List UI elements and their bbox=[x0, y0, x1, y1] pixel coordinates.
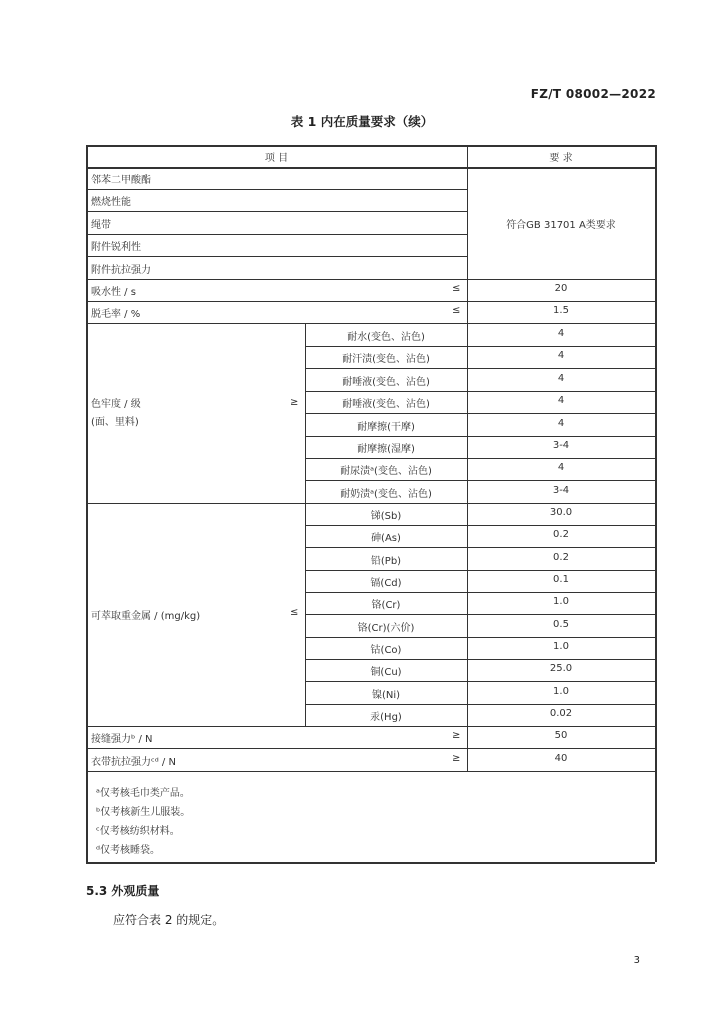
subitem-label: 镍(Ni) bbox=[371, 689, 401, 701]
subitem-label: 耐尿渍ᵃ(变色、沾色) bbox=[340, 466, 432, 477]
item-label: 色牢度 / 级 bbox=[91, 399, 141, 410]
grid-hline bbox=[305, 681, 655, 682]
grid-hline bbox=[86, 145, 655, 147]
requirement-value: 4 bbox=[557, 462, 565, 473]
subitem-label: 铅(Pb) bbox=[370, 555, 402, 567]
requirement-value: 1.0 bbox=[553, 641, 569, 652]
subitem-label: 铬(Cr)(六价) bbox=[357, 622, 415, 634]
grid-hline bbox=[305, 525, 655, 526]
requirement-value: 25.0 bbox=[549, 663, 573, 674]
section-heading: 5.3 外观质量 bbox=[86, 884, 160, 898]
item-label: 附件锐利性 bbox=[91, 242, 141, 253]
grid-hline bbox=[305, 436, 655, 437]
subitem-label: 耐水(变色、沾色) bbox=[347, 331, 425, 343]
grid-hline bbox=[86, 771, 655, 772]
requirement-value: 0.1 bbox=[553, 574, 569, 585]
requirement-value: 4 bbox=[557, 372, 565, 384]
requirement-value: 0.2 bbox=[553, 529, 569, 540]
grid-hline bbox=[305, 614, 655, 615]
requirement-value: 符合GB 31701 A类要求 bbox=[506, 220, 616, 231]
subitem-label: 铜(Cu) bbox=[370, 667, 402, 678]
requirement-value: 1.0 bbox=[553, 596, 569, 607]
column-header-requirement: 要 求 bbox=[549, 153, 573, 164]
subitem-label: 汞(Hg) bbox=[370, 712, 402, 723]
comparison-sign: ≥ bbox=[452, 730, 461, 741]
comparison-sign: ≤ bbox=[290, 607, 299, 618]
grid-hline bbox=[86, 748, 655, 749]
subitem-label: 铬(Cr) bbox=[371, 600, 401, 611]
subitem-label: 耐汗渍(变色、沾色) bbox=[342, 354, 430, 365]
requirement-value: 30.0 bbox=[549, 507, 573, 518]
comparison-sign: ≥ bbox=[452, 752, 461, 764]
requirement-value: 3-4 bbox=[552, 440, 570, 451]
requirement-value: 1.0 bbox=[553, 685, 569, 697]
grid-hline bbox=[86, 503, 655, 504]
item-label: 接缝强力ᵇ / N bbox=[91, 734, 153, 745]
item-label: 脱毛率 / % bbox=[91, 309, 141, 320]
item-label: 绳带 bbox=[91, 219, 111, 231]
grid-hline bbox=[86, 234, 467, 235]
item-label: 吸水性 / s bbox=[91, 287, 136, 298]
grid-vline bbox=[655, 145, 657, 862]
footnote-b: ᵇ仅考核新生儿服装。 bbox=[96, 807, 191, 818]
page-number: 3 bbox=[633, 955, 640, 966]
grid-hline bbox=[86, 726, 655, 727]
grid-hline bbox=[305, 346, 655, 347]
grid-hline bbox=[305, 547, 655, 548]
item-label: (面、里料) bbox=[91, 417, 139, 428]
grid-hline bbox=[305, 659, 655, 660]
column-header-item: 项 目 bbox=[264, 153, 289, 164]
grid-hline bbox=[305, 413, 655, 414]
subitem-label: 耐唾液(变色、沾色) bbox=[342, 376, 430, 388]
subitem-label: 耐摩擦(干摩) bbox=[357, 421, 415, 433]
requirement-value: 4 bbox=[557, 395, 565, 406]
grid-hline bbox=[305, 458, 655, 459]
footnote-a: ᵃ仅考核毛巾类产品。 bbox=[96, 788, 190, 799]
grid-hline bbox=[305, 637, 655, 638]
grid-hline bbox=[305, 368, 655, 369]
item-label: 衣带抗拉强力ᶜᵈ / N bbox=[91, 756, 176, 768]
comparison-sign: ≤ bbox=[452, 283, 461, 294]
table-title: 表 1 内在质量要求（续） bbox=[290, 114, 434, 129]
grid-hline bbox=[86, 862, 655, 864]
subitem-label: 钴(Co) bbox=[370, 645, 402, 656]
grid-hline bbox=[86, 167, 655, 169]
requirement-value: 0.02 bbox=[549, 708, 573, 719]
grid-hline bbox=[86, 279, 655, 280]
item-label: 附件抗拉强力 bbox=[91, 264, 151, 276]
subitem-label: 耐唾液(变色、沾色) bbox=[342, 399, 430, 410]
grid-hline bbox=[86, 189, 467, 190]
subitem-label: 砷(As) bbox=[371, 533, 401, 544]
grid-hline bbox=[86, 323, 655, 324]
item-label: 可萃取重金属 / (mg/kg) bbox=[91, 611, 201, 622]
grid-hline bbox=[305, 480, 655, 481]
requirement-value: 1.5 bbox=[553, 305, 569, 316]
grid-hline bbox=[305, 570, 655, 571]
grid-hline bbox=[305, 391, 655, 392]
requirement-value: 4 bbox=[557, 417, 565, 429]
requirement-value: 40 bbox=[554, 752, 568, 764]
requirement-value: 0.2 bbox=[553, 551, 569, 563]
subitem-label: 锑(Sb) bbox=[370, 511, 402, 522]
section-paragraph: 应符合表 2 的规定。 bbox=[113, 913, 225, 927]
grid-hline bbox=[86, 256, 467, 257]
subitem-label: 耐奶渍ᵃ(变色、沾色) bbox=[340, 488, 432, 500]
requirement-value: 20 bbox=[554, 283, 568, 294]
requirement-value: 4 bbox=[557, 350, 565, 361]
item-label: 邻苯二甲酸酯 bbox=[91, 175, 151, 186]
subitem-label: 耐摩擦(湿摩) bbox=[357, 444, 415, 455]
requirement-value: 50 bbox=[554, 730, 568, 741]
footnote-d: ᵈ仅考核睡袋。 bbox=[96, 845, 161, 856]
requirement-value: 0.5 bbox=[553, 618, 569, 630]
comparison-sign: ≥ bbox=[290, 397, 299, 408]
grid-hline bbox=[86, 301, 655, 302]
comparison-sign: ≤ bbox=[452, 305, 461, 316]
grid-hline bbox=[305, 704, 655, 705]
item-label: 燃烧性能 bbox=[91, 197, 131, 208]
grid-hline bbox=[86, 211, 467, 212]
requirement-value: 4 bbox=[557, 327, 565, 339]
footnote-c: ᶜ仅考核纺织材料。 bbox=[96, 826, 180, 837]
grid-hline bbox=[305, 592, 655, 593]
requirement-value: 3-4 bbox=[552, 484, 570, 496]
standard-number: FZ/T 08002—2022 bbox=[530, 87, 656, 101]
subitem-label: 镉(Cd) bbox=[370, 578, 402, 589]
